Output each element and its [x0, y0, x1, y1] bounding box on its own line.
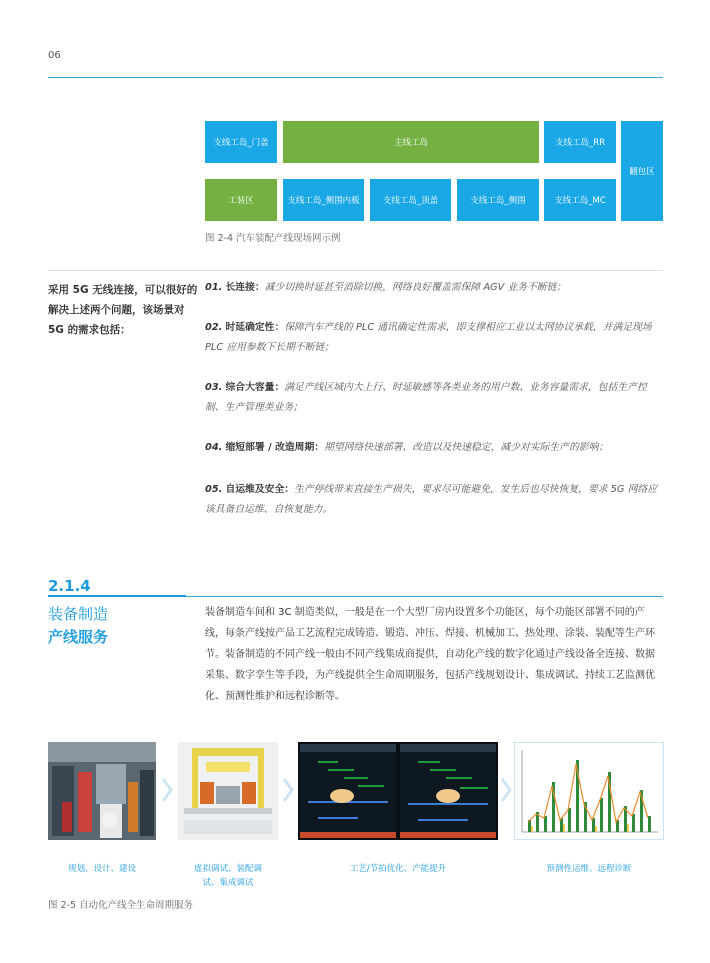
- requirement-item: 04. 缩短部署 / 改造周期：期望网络快速部署、改造以及快速稳定，减少对实际生产的影响；: [205, 442, 609, 453]
- block-branch-roof: 支线工岛_顶盖: [370, 179, 451, 221]
- figure-caption-2: 图 2-5 自动化产线全生命周期服务: [48, 900, 194, 911]
- chevron-right-icon: [500, 777, 512, 803]
- section-number: 2.1.4: [48, 577, 91, 595]
- block-branch-rr: 支线工岛_RR: [544, 121, 616, 163]
- assembly-line-diagram: [205, 121, 663, 221]
- stage-label-commissioning: 虚拟调试、装配调试、集成调试: [193, 864, 262, 888]
- block-main-line: 主线工岛: [283, 121, 539, 163]
- block-branch-door: 支线工岛_门盖: [205, 121, 277, 163]
- block-branch-inner: 支线工岛_侧围内板: [283, 179, 364, 221]
- block-tooling: 工装区: [205, 179, 277, 221]
- section-title-line1: 装备制造: [48, 605, 109, 623]
- requirement-item: 02. 时延确定性：保障汽车产线的 PLC 通讯确定性需求，即支撑相应工业以太网协议承载，并满足现场 PLC 应用参数下长期不断链；: [205, 322, 652, 353]
- page-number: 06: [48, 50, 61, 61]
- figure-caption: 图 2-4 汽车装配产线现场网示例: [205, 233, 341, 244]
- block-white-body: 翻包区: [621, 121, 663, 221]
- requirement-item: 01. 长连接：减少切换时延甚至消除切换，网络良好覆盖需保障 AGV 业务不断链；: [205, 282, 567, 293]
- block-branch-side: 支线工岛_侧围: [457, 179, 539, 221]
- process-optimization-screens: [298, 742, 498, 840]
- stage-label-maintenance: 预测性运维、远程诊断: [546, 864, 632, 874]
- chevron-right-icon: [282, 777, 294, 803]
- block-branch-mc: 支线工岛_MC: [544, 179, 616, 221]
- virtual-line-render: [178, 742, 278, 840]
- stage-label-optimization: 工艺/节拍优化、产能提升: [349, 864, 447, 874]
- factory-photo: [48, 742, 156, 840]
- requirement-item: 03. 综合大容量：满足产线区域内大上行、时延敏感等各类业务的用户数、业务容量需求，包括生产控制、生产管理类业务；: [205, 382, 647, 413]
- chevron-right-icon: [161, 777, 173, 803]
- predictive-maintenance-chart-image: [514, 742, 664, 840]
- section-body: 装备制造车间和 3C 制造类似，一般是在一个大型厂房内设置多个功能区，每个功能区部署不同的产线，每条产线按产品工艺流程完成铸造、锻造、冲压、焊接、机械加工、热处理、涂装、装配等生产环节。装备制造的不同产线一般由不同产线集成商提供，自动化产线的数字化通过产线设备全连接、数据采集、数字孪生等手段，为产线提供全生命周期服务，包括产线规划设计、集成调试、持续工艺监测优化、预测性维护和远程诊断等。: [205, 607, 655, 702]
- requirement-item: 05. 自运维及安全：生产停线带来直接生产损失，要求尽可能避免，发生后也尽快恢复，要求 5G 网络应该具备自运维、自恢复能力。: [205, 484, 658, 515]
- section-divider: [48, 270, 663, 271]
- section-title-line2: 产线服务: [48, 628, 109, 646]
- section-rule-accent: [48, 595, 186, 597]
- stage-label-planning: 规划、设计、建设: [67, 864, 136, 874]
- requirements-lead: 采用 5G 无线连接，可以很好的解决上述两个问题，该场景对 5G 的需求包括：: [48, 284, 198, 336]
- header-rule: [48, 77, 663, 78]
